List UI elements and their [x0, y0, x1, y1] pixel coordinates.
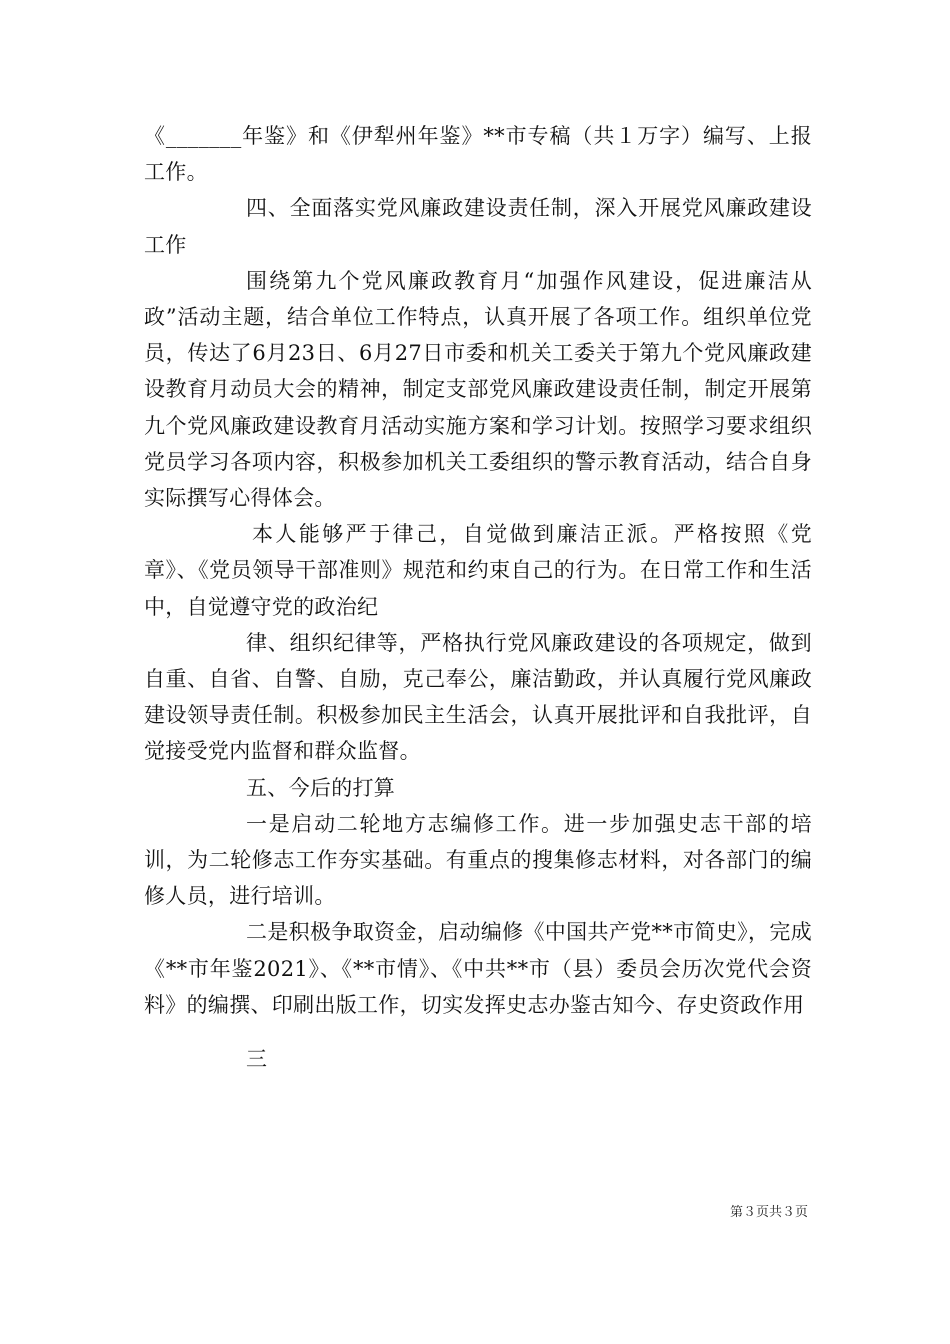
section-heading-five: 五、今后的打算	[246, 775, 396, 800]
paragraph-self-discipline: 本人能够严于律己，自觉做到廉洁正派。严格按照《党章》、《党员领导干部准则》规范和约束自己的行为。在日常工作和生活中，自觉遵守党的政治纪	[144, 522, 812, 619]
document-body	[144, 118, 812, 1077]
page-number: 第３页共３页	[729, 1205, 808, 1220]
paragraph-plan-three: 三	[246, 1047, 268, 1072]
paragraph-yearbook-report: 《_______年鉴》和《伊犁州年鉴》**市专稿（共１万字）编写、上报工作。	[144, 124, 812, 185]
paragraph-plan-one: 一是启动二轮地方志编修工作。进一步加强史志干部的培训，为二轮修志工作夯实基础。有重点的搜集修志材料，对各部门的编修人员，进行培训。	[144, 811, 812, 909]
paragraph-discipline-continued: 律、组织纪律等，严格执行党风廉政建设的各项规定，做到自重、自省、自警、自励，克己奉公，廉洁勤政，并认真履行党风廉政建设领导责任制。积极参加民主生活会，认真开展批评和自我批评，自觉接受党内监督和群众监督。	[144, 630, 812, 764]
paragraph-education-month: 围绕第九个党风廉政教育月“加强作风建设，促进廉洁从政”活动主题，结合单位工作特点，认真开展了各项工作。组织单位党员，传达了6月23日、6月27日市委和机关工委关于第九个党风廉政建设教育月动员大会的精神，制定支部党风廉政建设责任制，制定开展第九个党风廉政建设教育月活动实施方案和学习计划。按照学习要求组织党员学习各项内容，积极参加机关工委组织的警示教育活动，结合自身实际撰写心得体会。	[144, 268, 812, 511]
section-heading-four: 四、全面落实党风廉政建设责任制，深入开展党风廉政建设工作	[144, 196, 812, 257]
paragraph-plan-two: 二是积极争取资金，启动编修《中国共产党**市简史》，完成《**市年鉴2021》、《**市情》、《中共**市（县）委员会历次党代会资料》的编撰、印刷出版工作，切实发挥史志办鉴古知今、存史资政作用	[144, 920, 812, 1017]
